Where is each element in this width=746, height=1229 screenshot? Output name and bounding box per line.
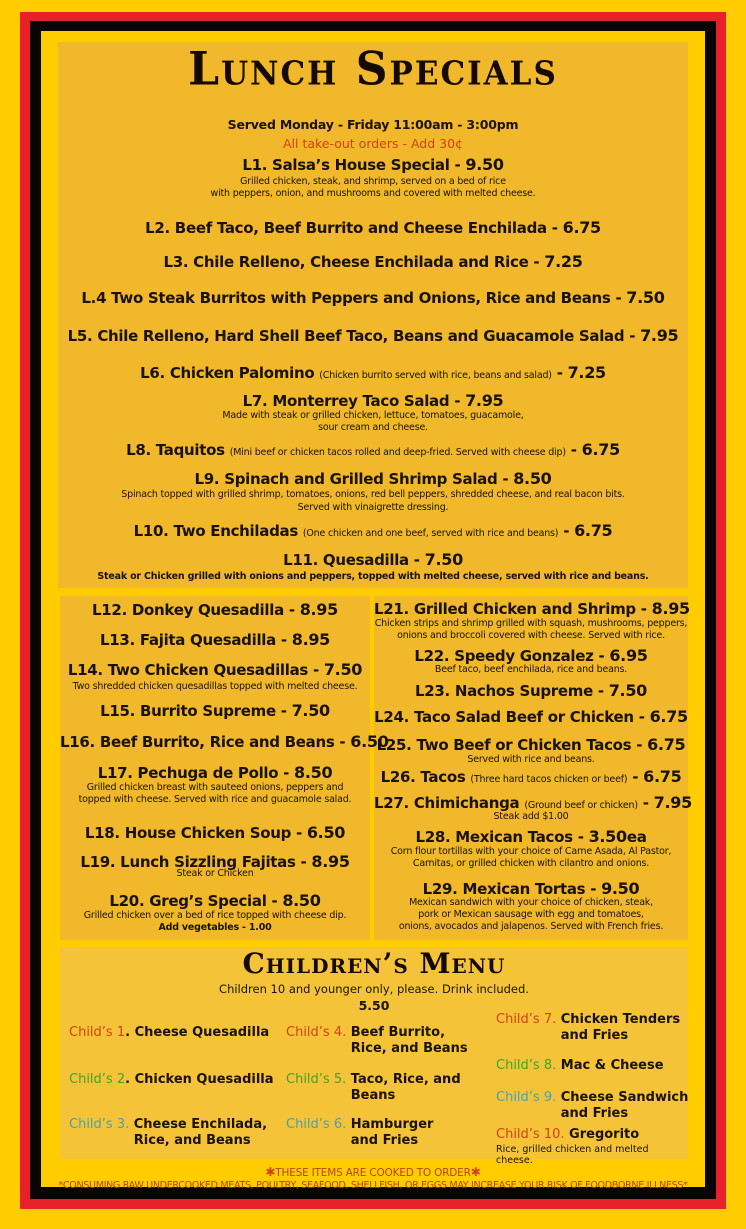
menu-item-l4: L.4 Two Steak Burritos with Peppers and Onions, Rice and Beans - 7.50 [81,288,665,307]
page-title: Lunch Specials [188,42,558,97]
menu-item-l1: L1. Salsa’s House Special - 9.50 [242,155,504,174]
menu-item-l13: L13. Fajita Quesadilla - 8.95 [99,630,331,649]
child-item-8: Child’s 8. Mac & Cheese [496,1058,664,1073]
menu-item-l18: L18. House Chicken Soup - 6.50 [84,823,346,842]
menu-item-extra: Add vegetables - 1.00 [158,922,272,933]
asterisk-icon: ✱ [265,1165,276,1179]
menu-item-l7: L7. Monterrey Taco Salad - 7.95 [242,391,504,410]
child-item-7: Child’s 7. Chicken Tenders and Fries [496,1012,681,1043]
menu-item-l15: L15. Burrito Supreme - 7.50 [100,701,330,720]
menu-item-l17: L17. Pechuga de Pollo - 8.50 [97,763,333,782]
foodborne-warning: *CONSUMING RAW UNDERCOOKED MEATS, POULTRY, SEAFOOD, SHELLFISH, OR EGGS MAY INCREASE YOUR RISK OF FOODBORNE ILLNESS* [58,1180,688,1191]
child-item-5: Child’s 5. Taco, Rice, and Beans [286,1072,461,1103]
menu-item-desc: Carnitas, or grilled chicken with cilantro and onions. [412,858,650,869]
menu-item-l12: L12. Donkey Quesadilla - 8.95 [92,600,338,619]
child-item-10: Child’s 10. Gregorito Rice, grilled chicken and melted cheese. [496,1127,649,1166]
menu-item-desc: Chicken strips and shrimp grilled with squash, mushrooms, peppers, [374,618,688,629]
menu-item-l16: L16. Beef Burrito, Rice and Beans - 6.50 [60,732,389,751]
menu-item-desc: Two shredded chicken quesadillas topped with melted cheese. [72,681,358,692]
menu-item-desc: Beef taco, beef enchilada, rice and beans. [434,664,628,675]
menu-item-l9: L9. Spinach and Grilled Shrimp Salad - 8.50 [194,469,552,488]
child-item-6: Child’s 6. Hamburger and Fries [286,1117,434,1148]
menu-item-desc: Grilled chicken, steak, and shrimp, served on a bed of rice [240,176,506,187]
menu-item-l20: L20. Greg’s Special - 8.50 [109,891,321,910]
menu-item-desc: Made with steak or grilled chicken, lettuce, tomatoes, guacamole, [222,410,524,421]
menu-item-l24: L24. Taco Salad Beef or Chicken - 6.75 [374,707,688,726]
menu-item-desc: with peppers, onion, and mushrooms and covered with melted cheese. [210,188,536,199]
child-item-1: Child’s 1. Cheese Quesadilla [69,1025,270,1040]
menu-item-l26: L26. Tacos (Three hard tacos chicken or beef) - 6.75 [380,767,682,786]
menu-item-l23: L23. Nachos Supreme - 7.50 [415,681,647,700]
menu-item-desc: Served with rice and beans. [467,754,595,765]
menu-item-desc: Steak or Chicken [176,868,254,879]
child-item-4: Child’s 4. Beef Burrito, Rice, and Beans [286,1025,468,1056]
menu-item-desc: Served with vinaigrette dressing. [297,502,449,513]
menu-item-desc: topped with cheese. Served with rice and guacamole salad. [78,794,352,805]
menu-item-l8: L8. Taquitos (Mini beef or chicken tacos rolled and deep-fried. Served with cheese dip) - 6.75 [126,440,620,459]
children-price: 5.50 [358,998,390,1013]
menu-item-desc: Steak add $1.00 [493,811,569,822]
menu-item-l3: L3. Chile Relleno, Cheese Enchilada and Rice - 7.25 [163,252,583,271]
menu-item-l29: L29. Mexican Tortas - 9.50 [422,879,640,898]
menu-item-desc: onions, avocados and jalapenos. Served with French fries. [398,921,664,932]
menu-item-l14: L14. Two Chicken Quesadillas - 7.50 [67,660,363,679]
menu-item-l6: L6. Chicken Palomino (Chicken burrito served with rice, beans and salad) - 7.25 [140,363,606,382]
served-hours: Served Monday - Friday 11:00am - 3:00pm [227,117,519,132]
child-item-3: Child’s 3. Cheese Enchilada, Rice, and Beans [69,1117,268,1148]
children-menu-title: Children’s Menu [242,947,506,980]
menu-item-l21: L21. Grilled Chicken and Shrimp - 8.95 [374,599,690,618]
children-subtitle: Children 10 and younger only, please. Drink included. [219,982,529,996]
cooked-to-order-note: ✱THESE ITEMS ARE COOKED TO ORDER✱ [265,1165,481,1179]
menu-item-desc: Grilled chicken breast with sauteed onions, peppers and [86,782,344,793]
child-item-2: Child’s 2. Chicken Quesadilla [69,1072,274,1087]
menu-item-l10: L10. Two Enchiladas (One chicken and one beef, served with rice and beans) - 6.75 [133,521,613,540]
menu-item-l27: L27. Chimichanga (Ground beef or chicken) - 7.95 [374,793,692,812]
takeout-note: All take-out orders - Add 30¢ [282,136,464,151]
child-item-9: Child’s 9. Cheese Sandwich and Fries [496,1090,689,1121]
asterisk-icon: ✱ [470,1165,481,1179]
menu-item-l19: L19. Lunch Sizzling Fajitas - 8.95 [80,852,350,871]
menu-item-l2: L2. Beef Taco, Beef Burrito and Cheese Enchilada - 6.75 [145,218,601,237]
menu-item-desc: Grilled chicken over a bed of rice topped with cheese dip. [83,910,347,921]
menu-item-l28: L28. Mexican Tacos - 3.50ea [415,827,647,846]
menu-item-l5: L5. Chile Relleno, Hard Shell Beef Taco, Beans and Guacamole Salad - 7.95 [67,326,679,345]
menu-item-desc: onions and broccoli covered with cheese. Served with rice. [397,630,665,641]
menu-item-l11: L11. Quesadilla - 7.50 [283,550,463,569]
menu-item-l22: L22. Speedy Gonzalez - 6.95 [414,646,648,665]
menu-item-desc: Corn flour tortillas with your choice of Carne Asada, Al Pastor, [390,846,672,857]
menu-item-desc: Spinach topped with grilled shrimp, tomatoes, onions, red bell peppers, shredded cheese, and real bacon bits. [121,489,625,500]
menu-item-desc: pork or Mexican sausage with egg and tomatoes, [418,909,644,920]
menu-item-l25: L25. Two Beef or Chicken Tacos - 6.75 [376,735,686,754]
menu-item-desc: sour cream and cheese. [318,422,428,433]
menu-item-desc: Steak or Chicken grilled with onions and peppers, topped with melted cheese, served with rice and beans. [97,571,649,582]
menu-item-desc: Mexican sandwich with your choice of chicken, steak, [409,897,653,908]
